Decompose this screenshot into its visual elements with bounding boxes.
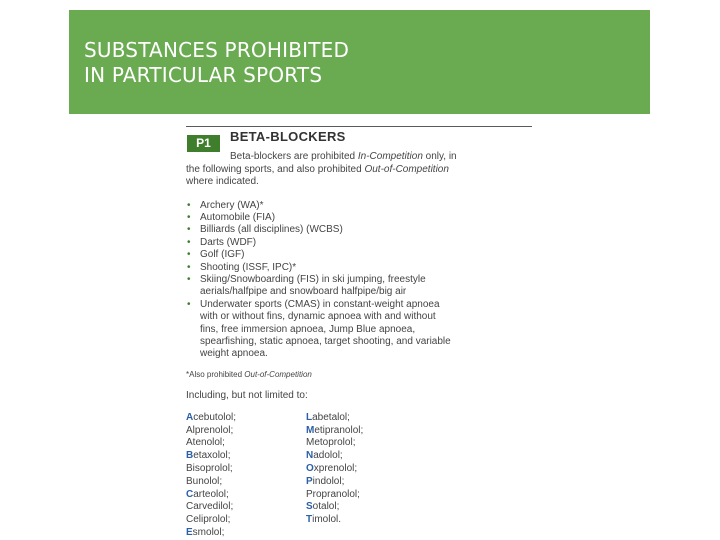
sport-text-cont: aerials/halfpipe and snowboard halfpipe/big air [200, 286, 407, 298]
substance-name: cebutolol; [193, 411, 237, 423]
sport-text: Shooting (ISSF, IPC)* [200, 261, 297, 273]
header-banner [69, 10, 650, 114]
substance-initial: N [306, 450, 314, 462]
page-title [84, 38, 349, 88]
substance-item [306, 463, 426, 476]
substance-name: Bisoprolol; [186, 462, 233, 474]
substance-initial: C [186, 488, 194, 500]
list-item [186, 249, 532, 261]
section-heading [186, 127, 532, 151]
sport-text: Billiards (all disciplines) (WCBS) [200, 224, 343, 236]
intro-line-1 [186, 151, 532, 164]
page-title-line-2: IN PARTICULAR SPORTS [84, 63, 323, 87]
substance-item [186, 425, 306, 438]
footnote [186, 370, 532, 380]
bullet-icon: • [187, 261, 191, 273]
substance-item [306, 501, 426, 514]
sport-text-cont: spearfishing, static apnoea, target shooting, and variable [200, 335, 451, 347]
intro-text-1: Beta-blockers are prohibited [230, 151, 358, 162]
list-item [186, 212, 532, 224]
substances-list [186, 412, 532, 540]
sport-text: Skiing/Snowboarding (FIS) in ski jumping, freestyle [200, 273, 426, 285]
sports-list [186, 200, 532, 361]
sport-text: Archery (WA)* [200, 199, 264, 211]
bullet-icon: • [187, 199, 191, 211]
substance-name: arteolol; [193, 488, 229, 500]
substance-name: imolol. [312, 514, 342, 526]
intro-line-2 [186, 164, 532, 177]
bullet-icon: • [187, 298, 191, 310]
substance-item [186, 501, 306, 514]
substance-name: indolol; [312, 475, 345, 487]
substance-name: xprenolol; [313, 462, 358, 474]
bullet-icon: • [187, 224, 191, 236]
including-label: Including, but not limited to: [186, 389, 308, 401]
substance-initial: B [186, 450, 194, 462]
substance-item [186, 437, 306, 450]
list-item [186, 224, 532, 236]
intro-line-3 [186, 176, 532, 189]
substance-item [186, 450, 306, 463]
sport-text: Automobile (FIA) [200, 211, 276, 223]
intro-italic-2: Out-of-Competition [364, 163, 449, 175]
substance-name: smolol; [192, 526, 225, 538]
substance-item [306, 476, 426, 489]
bullet-icon: • [187, 273, 191, 285]
section-code-badge: P1 [187, 135, 220, 152]
list-item [186, 262, 532, 274]
substance-name: Propranolol; [306, 488, 360, 500]
sport-text: Darts (WDF) [200, 236, 257, 248]
substance-item [306, 437, 426, 450]
bullet-icon: • [187, 236, 191, 248]
substance-item [186, 476, 306, 489]
substance-name: otalol; [312, 501, 340, 513]
substance-name: Carvedilol; [186, 501, 234, 513]
intro-text-3: the following sports, and also prohibited [186, 163, 365, 175]
substance-initial: T [306, 514, 313, 526]
substance-initial: A [186, 411, 194, 423]
sport-text-cont: with or without fins, dynamic apnoea with and without [200, 311, 436, 323]
substance-name: Bunolol; [186, 475, 223, 487]
substance-item [186, 514, 306, 527]
substance-name: etaxolol; [193, 450, 231, 462]
substance-name: Alprenolol; [186, 424, 234, 436]
substance-initial: M [306, 424, 315, 436]
bullet-icon: • [187, 249, 191, 261]
substance-name: Metoprolol; [306, 437, 356, 449]
footnote-italic: Out-of-Competition [244, 369, 312, 379]
substance-item [306, 412, 426, 425]
list-item [186, 237, 532, 249]
substance-item [186, 527, 306, 540]
substance-item [186, 412, 306, 425]
substance-item [306, 489, 426, 502]
intro-text-2: only, in [422, 151, 457, 162]
page-title-line-1: SUBSTANCES PROHIBITED [84, 38, 350, 62]
intro-text-4: where indicated. [186, 176, 259, 187]
intro-italic-1: In-Competition [357, 151, 423, 162]
substance-item [306, 450, 426, 463]
substances-column-left [186, 412, 306, 540]
substance-item [186, 463, 306, 476]
substance-initial: P [306, 475, 313, 487]
substance-name: abetalol; [312, 411, 350, 423]
sport-text-cont: weight apnoea. [200, 348, 268, 360]
substance-name: adolol; [313, 450, 343, 462]
substance-item [306, 514, 426, 527]
list-item [186, 200, 532, 212]
substance-initial: E [186, 526, 193, 538]
substance-name: Celiprolol; [186, 514, 231, 526]
bullet-icon: • [187, 211, 191, 223]
sport-text: Golf (IGF) [200, 249, 245, 261]
substance-item [186, 489, 306, 502]
list-item [186, 274, 532, 299]
substance-item [306, 425, 426, 438]
footnote-text: *Also prohibited [186, 369, 245, 379]
beta-blockers-section [186, 126, 532, 540]
list-item [186, 299, 532, 361]
sport-text-cont: fins, free immersion apnoea, Jump Blue apnoea, [200, 323, 416, 335]
substance-initial: S [306, 501, 313, 513]
substance-initial: L [306, 411, 313, 423]
sport-text: Underwater sports (CMAS) in constant-weight apnoea [200, 298, 440, 310]
section-title: BETA-BLOCKERS [230, 129, 346, 144]
substance-name: Atenolol; [186, 437, 225, 449]
substances-column-right [306, 412, 426, 540]
substance-initial: O [306, 462, 314, 474]
substance-name: etipranolol; [314, 424, 364, 436]
